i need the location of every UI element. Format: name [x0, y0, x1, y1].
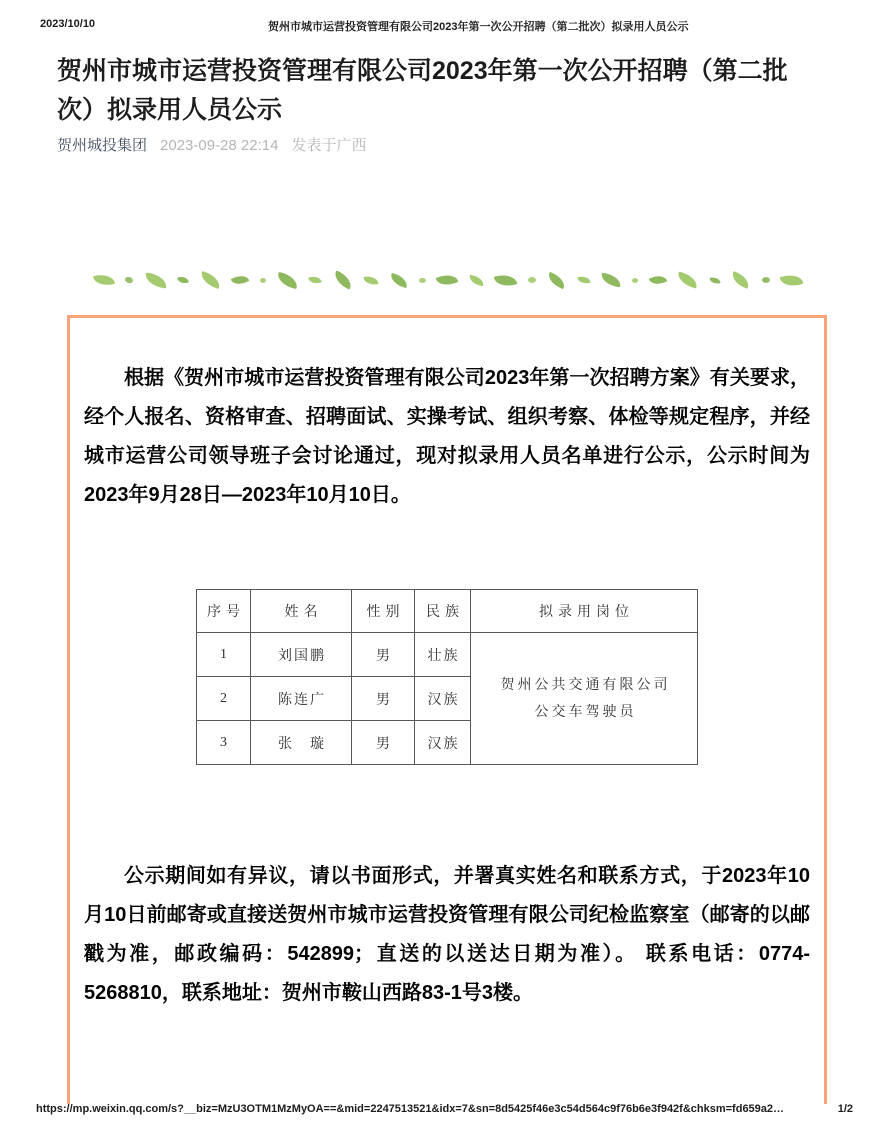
leaf-icon [276, 271, 299, 288]
leaf-icon [600, 273, 621, 288]
leaf-icon [676, 271, 699, 288]
table-row [197, 633, 698, 677]
leaf-icon [577, 275, 590, 285]
print-header-title: 贺州市城市运营投资管理有限公司2023年第一次公开招聘（第二批次）拟录用人员公示 [268, 21, 689, 33]
leaf-icon [198, 271, 222, 289]
notice-paragraph-2: 公示期间如有异议，请以书面形式，并署真实姓名和联系方式，于2023年10月10日前邮寄或直接送贺州市城市运营投资管理有限公司纪检监察室（邮寄的以邮戳为准，邮政编码：542899；直送的以送达日期为准）。 联系电话：0774-5268810，联系地址：贺州市鞍山西路83-1号3楼。 [84, 865, 810, 1004]
cell-name: 陈连广 [251, 677, 352, 721]
leaf-icon [494, 271, 518, 289]
leaf-icon [546, 271, 568, 288]
table-header-row [197, 590, 698, 633]
leaf-icon [144, 272, 168, 288]
leaf-icon [125, 276, 135, 284]
leaf-icon [730, 271, 752, 289]
leaf-icon [632, 278, 638, 283]
leaf-icon [528, 277, 536, 283]
cell-gender: 男 [352, 633, 415, 677]
cell-gender: 男 [352, 677, 415, 721]
col-header-gender: 性别 [352, 590, 415, 633]
position-line-2: 公交车驾驶员 [534, 704, 637, 720]
print-header-date: 2023/10/10 [40, 18, 96, 30]
leaf-icon [177, 275, 189, 286]
cell-position-merged [471, 633, 698, 765]
leaf-icon [648, 272, 667, 288]
col-header-name: 姓名 [251, 590, 352, 633]
leaf-icon [436, 271, 459, 290]
article-title: 贺州市城市运营投资管理有限公司2023年第一次公开招聘（第二批次）拟录用人员公示 [57, 57, 788, 124]
byline [57, 134, 366, 155]
leaf-icon [779, 271, 803, 290]
col-header-ethnicity: 民族 [415, 590, 471, 633]
col-header-position: 拟录用岗位 [471, 590, 698, 633]
account-name-link[interactable]: 贺州城投集团 [57, 137, 148, 154]
leaf-icon [762, 277, 770, 283]
cell-ethnicity: 壮族 [415, 633, 471, 677]
leaf-icon [309, 275, 323, 286]
leaf-icon [468, 274, 484, 285]
col-header-no: 序号 [197, 590, 251, 633]
publish-location: 发表于广西 [291, 137, 367, 154]
leaf-icon [419, 278, 426, 283]
leaf-icon [93, 272, 115, 288]
leaf-icon [709, 276, 720, 285]
notice-box [67, 315, 827, 1104]
cell-name: 张 璇 [251, 721, 352, 765]
leaf-icon [364, 275, 379, 286]
print-footer-page-indicator: 1/2 [837, 1103, 853, 1115]
cell-name: 刘国鹏 [251, 633, 352, 677]
candidates-table [196, 589, 698, 765]
position-line-1: 贺州公共交通有限公司 [500, 677, 671, 693]
publish-time: 2023-09-28 22:14 [160, 137, 279, 154]
leaf-icon [260, 278, 266, 283]
leaf-icon [331, 270, 354, 289]
cell-ethnicity: 汉族 [415, 721, 471, 765]
leaf-icon [389, 272, 409, 287]
print-footer-url: https://mp.weixin.qq.com/s?__biz=MzU3OTM1MzMyOA==&mid=2247513521&idx=7&sn=8d5425f46e3c54d564c9f76b6e3f942f&chksm=fd659a2… [36, 1103, 785, 1115]
cell-gender: 男 [352, 721, 415, 765]
leaf-divider [94, 266, 802, 294]
leaf-icon [231, 272, 250, 288]
notice-paragraph-1: 根据《贺州市城市运营投资管理有限公司2023年第一次招聘方案》有关要求，经个人报名、资格审查、招聘面试、实操考试、组织考察、体检等规定程序，并经城市运营公司领导班子会讨论通过，现对拟录用人员名单进行公示，公示时间为2023年9月28日—2023年10月10日。 [84, 367, 810, 506]
cell-ethnicity: 汉族 [415, 677, 471, 721]
cell-no: 1 [197, 633, 251, 677]
cell-no: 2 [197, 677, 251, 721]
cell-no: 3 [197, 721, 251, 765]
